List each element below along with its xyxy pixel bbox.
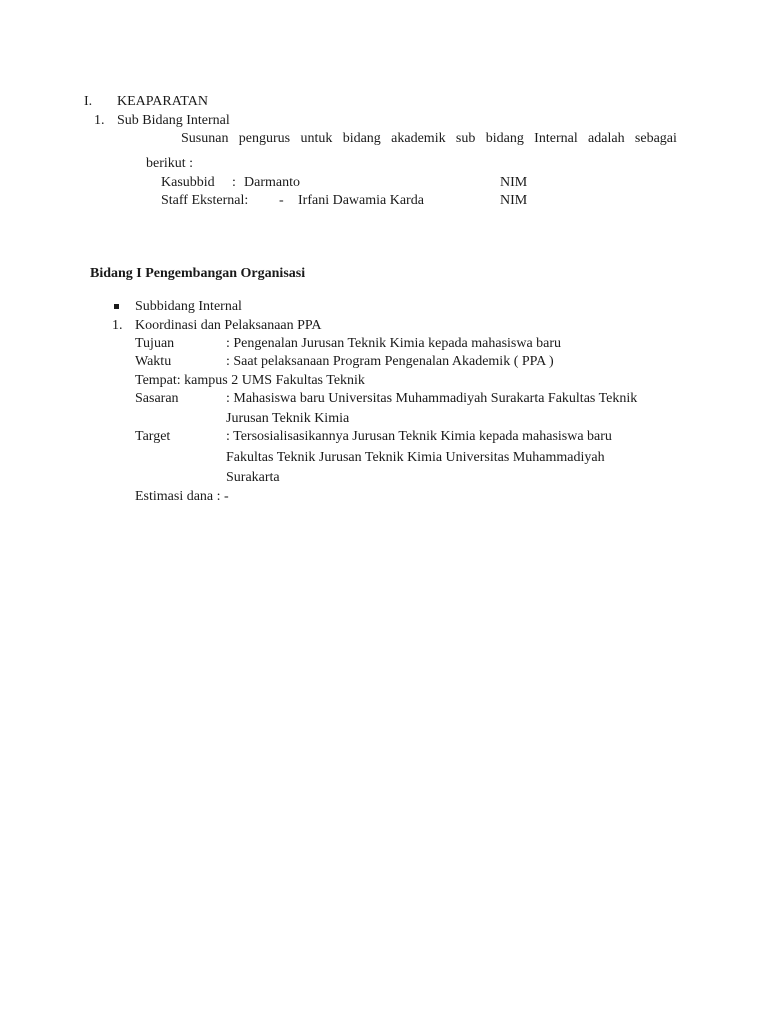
tempat-line: Tempat: kampus 2 UMS Fakultas Teknik (135, 373, 365, 388)
intro-word: bidang (342, 131, 381, 146)
kasubbid-label: Kasubbid (161, 175, 215, 190)
section-number: I. (84, 94, 93, 109)
target-line-1: : Tersosialisasikannya Jurusan Teknik Kimia kepada mahasiswa baru (226, 429, 612, 444)
intro-paragraph-line (181, 131, 677, 147)
intro-word: untuk (300, 131, 333, 146)
item-title: Koordinasi dan Pelaksanaan PPA (135, 318, 322, 333)
sub-title: Sub Bidang Internal (117, 113, 230, 128)
target-line-2: Fakultas Teknik Jurusan Teknik Kimia Universitas Muhammadiyah (226, 450, 605, 465)
estimasi-line: Estimasi dana : - (135, 489, 229, 504)
kasubbid-sep: : (232, 175, 236, 190)
kasubbid-nim: NIM (500, 175, 528, 190)
waktu-label: Waktu (135, 354, 172, 369)
sasaran-line-1: : Mahasiswa baru Universitas Muhammadiyah Surakarta Fakultas Teknik (226, 391, 638, 406)
kasubbid-name: Darmanto (244, 175, 300, 190)
sasaran-line-2: Jurusan Teknik Kimia (226, 411, 350, 426)
intro-word: sebagai (634, 131, 677, 146)
staff-dash: - (279, 193, 284, 208)
tujuan-label: Tujuan (135, 336, 175, 351)
intro-word: adalah (588, 131, 625, 146)
intro-word: akademik (391, 131, 446, 146)
intro-word: Susunan (181, 131, 229, 146)
staff-name: Irfani Dawamia Karda (298, 193, 424, 208)
section-heading: Bidang I Pengembangan Organisasi (90, 266, 306, 281)
sub-number: 1. (94, 113, 105, 128)
target-line-3: Surakarta (226, 470, 280, 485)
target-label: Target (135, 429, 171, 444)
waktu-value: : Saat pelaksanaan Program Pengenalan Akademik ( PPA ) (226, 354, 554, 369)
square-bullet-icon (114, 304, 119, 309)
tujuan-value: : Pengenalan Jurusan Teknik Kimia kepada mahasiswa baru (226, 336, 562, 351)
section-title: KEAPARATAN (117, 94, 208, 109)
intro-word: pengurus (238, 131, 291, 146)
bullet-item: Subbidang Internal (135, 299, 242, 314)
staff-label: Staff Eksternal: (161, 193, 249, 208)
intro-word: Internal (534, 131, 578, 146)
sasaran-label: Sasaran (135, 391, 179, 406)
intro-continuation: berikut : (146, 156, 194, 171)
intro-word: sub (455, 131, 476, 146)
staff-nim: NIM (500, 193, 528, 208)
item-number: 1. (112, 318, 123, 333)
intro-word: bidang (485, 131, 524, 146)
